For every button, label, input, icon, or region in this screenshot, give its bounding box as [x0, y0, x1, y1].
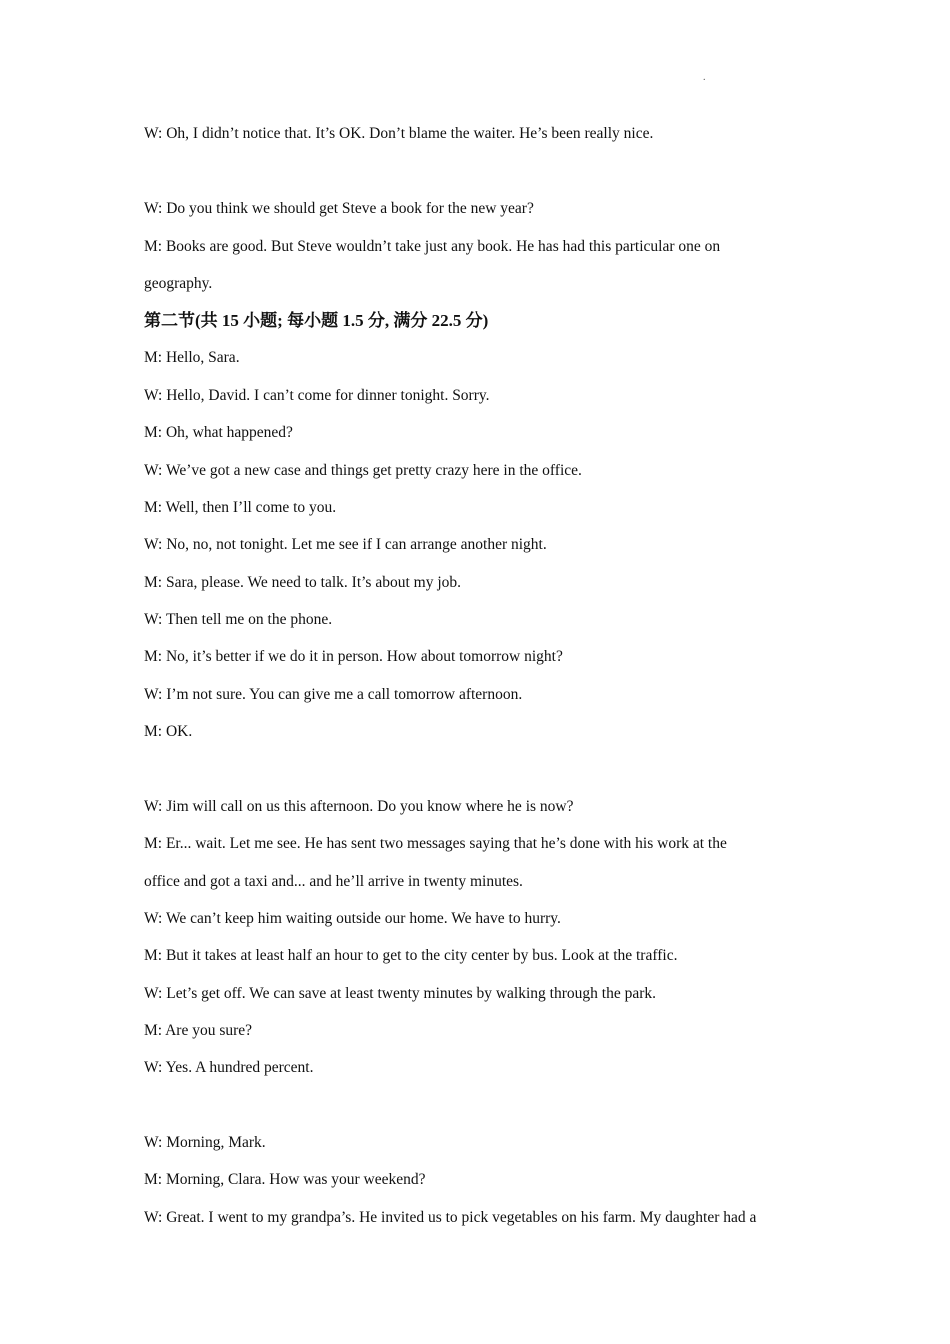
transcript-line: office and got a taxi and... and he’ll arrive in twenty minutes.	[144, 873, 523, 890]
transcript-line: M: Er... wait. Let me see. He has sent two messages saying that he’s done with his work at the	[144, 835, 727, 852]
transcript-line: M: No, it’s better if we do it in person. How about tomorrow night?	[144, 648, 563, 665]
transcript-line: M: Morning, Clara. How was your weekend?	[144, 1171, 426, 1188]
transcript-line: W: I’m not sure. You can give me a call tomorrow afternoon.	[144, 686, 523, 703]
transcript-line: M: Books are good. But Steve wouldn’t take just any book. He has had this particular one on	[144, 238, 721, 255]
transcript-line: W: Jim will call on us this afternoon. Do you know where he is now?	[144, 798, 574, 815]
transcript-line: W: No, no, not tonight. Let me see if I can arrange another night.	[144, 536, 547, 553]
transcript-line: M: Oh, what happened?	[144, 424, 293, 441]
transcript-line: W: Let’s get off. We can save at least twenty minutes by walking through the park.	[144, 985, 656, 1002]
transcript-line: W: Yes. A hundred percent.	[144, 1059, 314, 1076]
transcript-line: M: Sara, please. We need to talk. It’s about my job.	[144, 574, 462, 591]
transcript-line: M: Hello, Sara.	[144, 349, 240, 366]
transcript-line: geography.	[144, 275, 213, 292]
transcript-line: W: Then tell me on the phone.	[144, 611, 333, 628]
transcript-line: W: Great. I went to my grandpa’s. He invited us to pick vegetables on his farm. My daughter had a	[144, 1209, 757, 1226]
header-mark: .	[703, 72, 706, 83]
transcript-line: M: OK.	[144, 723, 193, 740]
transcript-line: M: Well, then I’ll come to you.	[144, 499, 337, 516]
section-heading: 第二节(共 15 小题; 每小题 1.5 分, 满分 22.5 分)	[144, 311, 489, 330]
transcript-line: W: We can’t keep him waiting outside our home. We have to hurry.	[144, 910, 561, 927]
transcript-line: W: Morning, Mark.	[144, 1134, 266, 1151]
transcript-line: W: We’ve got a new case and things get pretty crazy here in the office.	[144, 462, 582, 479]
transcript-line: W: Oh, I didn’t notice that. It’s OK. Don’t blame the waiter. He’s been really nice.	[144, 125, 654, 142]
transcript-line: M: Are you sure?	[144, 1022, 253, 1039]
transcript-line: W: Do you think we should get Steve a book for the new year?	[144, 200, 534, 217]
transcript-line: W: Hello, David. I can’t come for dinner tonight. Sorry.	[144, 387, 490, 404]
transcript-line: M: But it takes at least half an hour to get to the city center by bus. Look at the traffic.	[144, 947, 678, 964]
